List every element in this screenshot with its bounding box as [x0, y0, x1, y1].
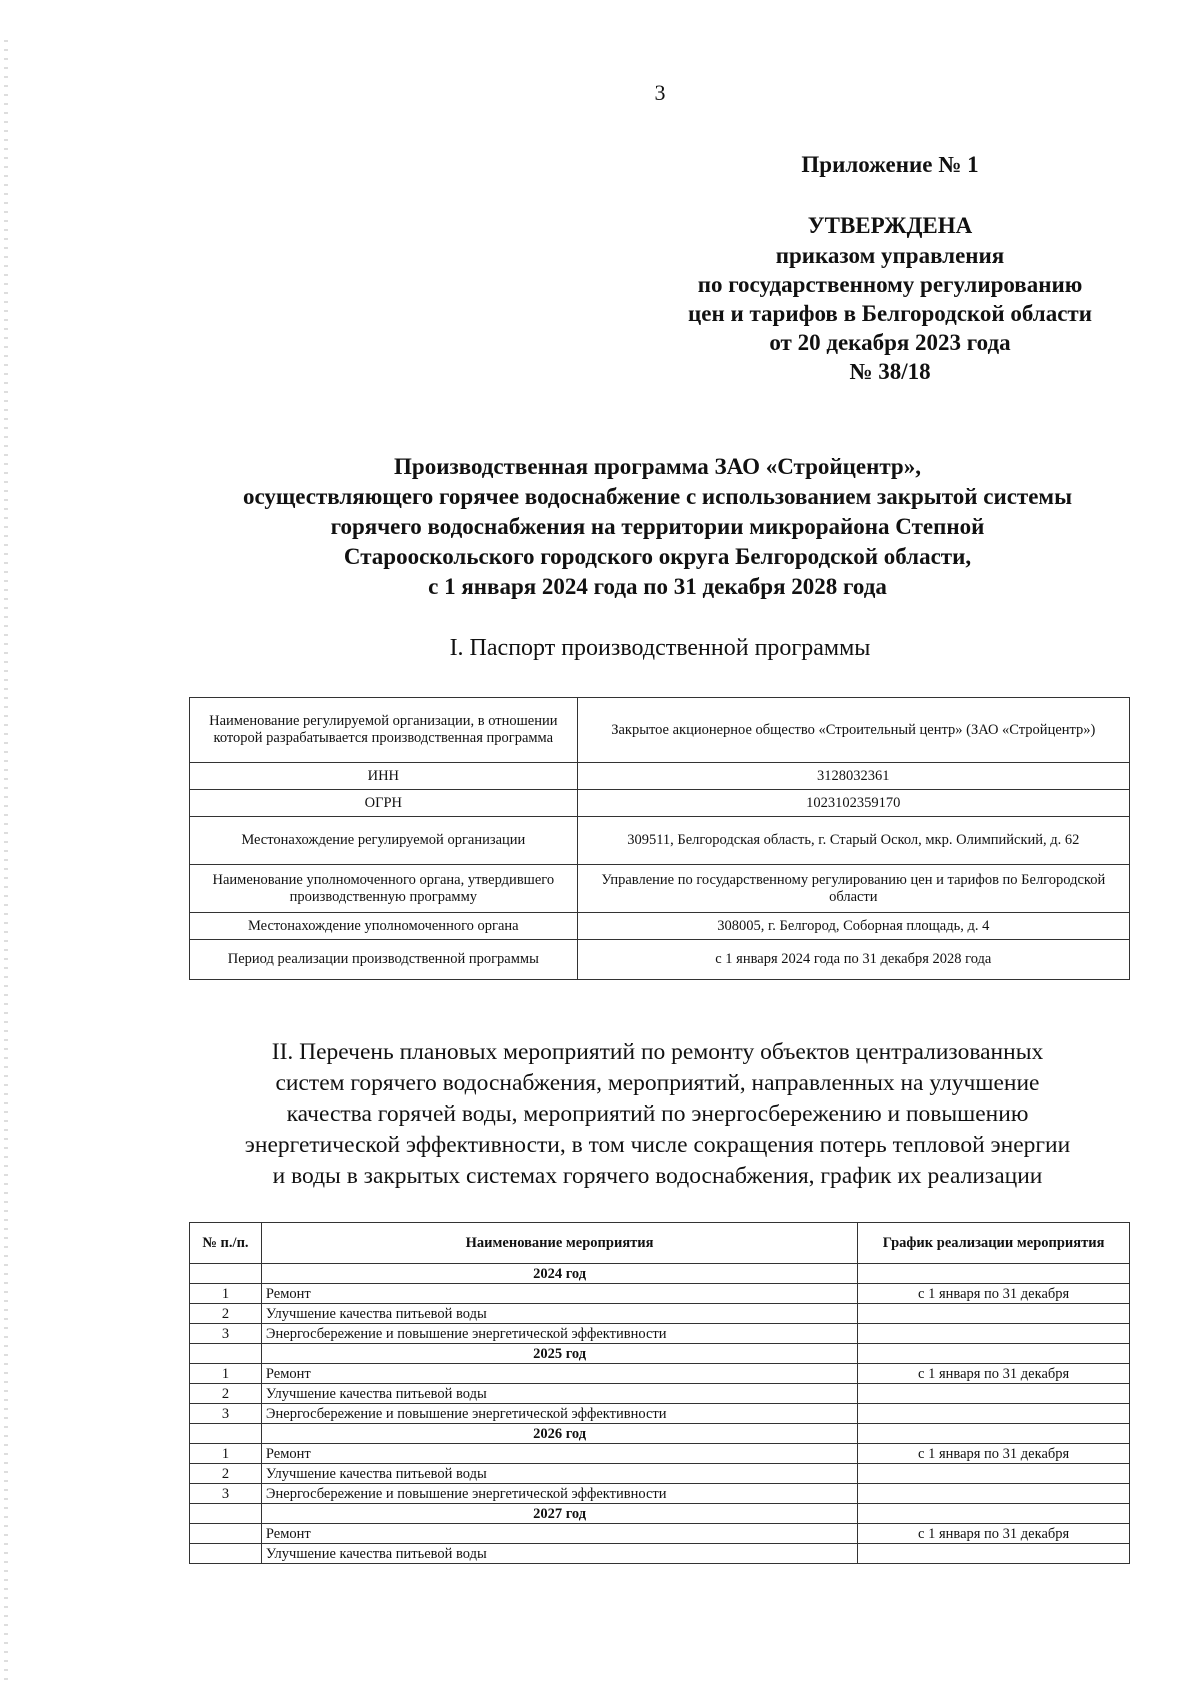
- year-row: [190, 1344, 1130, 1364]
- item-schedule: с 1 января по 31 декабря: [858, 1444, 1130, 1464]
- item-name: Ремонт: [261, 1444, 857, 1464]
- item-number: 1: [190, 1364, 262, 1384]
- section-1-heading: I. Паспорт производственной программы: [449, 635, 871, 661]
- passport-value: с 1 января 2024 года по 31 декабря 2028 года: [577, 940, 1129, 980]
- table-row: [190, 1384, 1130, 1404]
- events-table: [189, 1222, 1130, 1564]
- item-name: Ремонт: [261, 1364, 857, 1384]
- year-label: 2026 год: [261, 1424, 857, 1444]
- table-row: [190, 1444, 1130, 1464]
- table-row: [190, 1284, 1130, 1304]
- passport-label: Местонахождение уполномоченного органа: [190, 913, 578, 940]
- scan-edge-artifact: [4, 40, 8, 1680]
- year-row-schedule-cell: [858, 1264, 1130, 1284]
- heading-line: качества горячей воды, мероприятий по энергосбережению и повышению: [286, 1101, 1029, 1127]
- heading-line: и воды в закрытых системах горячего водоснабжения, график их реализации: [272, 1163, 1043, 1189]
- heading-line: энергетической эффективности, в том числе сокращения потерь тепловой энергии: [244, 1132, 1071, 1158]
- document-title: [180, 452, 1135, 602]
- table-row: [190, 940, 1130, 980]
- passport-label: ИНН: [190, 763, 578, 790]
- year-row-schedule-cell: [858, 1424, 1130, 1444]
- passport-label: Местонахождение регулируемой организации: [190, 817, 578, 865]
- table-row: [190, 913, 1130, 940]
- header-name: Наименование мероприятия: [261, 1223, 857, 1264]
- item-name: Ремонт: [261, 1524, 857, 1544]
- year-label: 2027 год: [261, 1504, 857, 1524]
- item-name: Улучшение качества питьевой воды: [261, 1384, 857, 1404]
- item-number: 2: [190, 1464, 262, 1484]
- year-label: 2024 год: [261, 1264, 857, 1284]
- table-row: [190, 1484, 1130, 1504]
- item-number: 3: [190, 1404, 262, 1424]
- year-row-num-cell: [190, 1344, 262, 1364]
- table-row: [190, 1304, 1130, 1324]
- passport-value: 308005, г. Белгород, Соборная площадь, д. 4: [577, 913, 1129, 940]
- table-row: [190, 865, 1130, 913]
- header-schedule: График реализации мероприятия: [858, 1223, 1130, 1264]
- year-row-num-cell: [190, 1264, 262, 1284]
- title-line: с 1 января 2024 года по 31 декабря 2028 года: [428, 574, 887, 599]
- item-schedule: [858, 1404, 1130, 1424]
- title-line: осуществляющего горячее водоснабжение с использованием закрытой системы: [242, 484, 1073, 509]
- item-schedule: [858, 1304, 1130, 1324]
- item-schedule: с 1 января по 31 декабря: [858, 1364, 1130, 1384]
- approval-details: [655, 241, 1125, 386]
- table-row: [190, 1464, 1130, 1484]
- item-number: 1: [190, 1444, 262, 1464]
- item-name: Ремонт: [261, 1284, 857, 1304]
- annex-label: Приложение № 1: [801, 152, 979, 177]
- table-row: [190, 1524, 1130, 1544]
- passport-label: Наименование регулируемой организации, в отношении которой разрабатывается производственная программа: [190, 698, 578, 763]
- item-name: Энергосбережение и повышение энергетической эффективности: [261, 1324, 857, 1344]
- item-number: 3: [190, 1324, 262, 1344]
- item-number: 2: [190, 1384, 262, 1404]
- year-label: 2025 год: [261, 1344, 857, 1364]
- heading-line: систем горячего водоснабжения, мероприятий, направленных на улучшение: [275, 1070, 1040, 1096]
- passport-value: Управление по государственному регулированию цен и тарифов по Белгородской области: [577, 865, 1129, 913]
- item-schedule: с 1 января по 31 декабря: [858, 1524, 1130, 1544]
- year-row-num-cell: [190, 1504, 262, 1524]
- table-header-row: [190, 1223, 1130, 1264]
- year-row: [190, 1424, 1130, 1444]
- passport-table: [189, 697, 1130, 980]
- approval-line: от 20 декабря 2023 года: [769, 330, 1011, 355]
- year-row-num-cell: [190, 1424, 262, 1444]
- year-row: [190, 1504, 1130, 1524]
- approval-line: приказом управления: [775, 243, 1005, 268]
- table-row: [190, 1404, 1130, 1424]
- passport-label: ОГРН: [190, 790, 578, 817]
- section-2-heading: [185, 1037, 1130, 1192]
- passport-value: 1023102359170: [577, 790, 1129, 817]
- passport-value: 3128032361: [577, 763, 1129, 790]
- table-row: [190, 1324, 1130, 1344]
- passport-label: Наименование уполномоченного органа, утвердившего производственную программу: [190, 865, 578, 913]
- header-num: № п./п.: [190, 1223, 262, 1264]
- approval-line: по государственному регулированию: [697, 272, 1083, 297]
- year-row-schedule-cell: [858, 1504, 1130, 1524]
- item-schedule: [858, 1464, 1130, 1484]
- year-row-schedule-cell: [858, 1344, 1130, 1364]
- approval-line: № 38/18: [849, 359, 931, 384]
- title-line: Старооскольского городского округа Белгородской области,: [343, 544, 972, 569]
- passport-value: Закрытое акционерное общество «Строительный центр» (ЗАО «Стройцентр»): [577, 698, 1129, 763]
- table-row: [190, 1364, 1130, 1384]
- passport-value: 309511, Белгородская область, г. Старый Оскол, мкр. Олимпийский, д. 62: [577, 817, 1129, 865]
- year-row: [190, 1264, 1130, 1284]
- table-row: [190, 790, 1130, 817]
- events-table-body: [190, 1264, 1130, 1564]
- page-number: 3: [654, 80, 666, 105]
- table-row: [190, 763, 1130, 790]
- item-schedule: [858, 1384, 1130, 1404]
- item-number: 1: [190, 1284, 262, 1304]
- approval-line: цен и тарифов в Белгородской области: [688, 301, 1092, 326]
- item-schedule: [858, 1544, 1130, 1564]
- item-schedule: с 1 января по 31 декабря: [858, 1284, 1130, 1304]
- table-row: [190, 698, 1130, 763]
- item-schedule: [858, 1324, 1130, 1344]
- passport-label: Период реализации производственной программы: [190, 940, 578, 980]
- approved-label: УТВЕРЖДЕНА: [807, 213, 973, 238]
- item-schedule: [858, 1484, 1130, 1504]
- item-number: [190, 1524, 262, 1544]
- item-number: 2: [190, 1304, 262, 1324]
- table-row: [190, 817, 1130, 865]
- item-name: Улучшение качества питьевой воды: [261, 1304, 857, 1324]
- item-number: 3: [190, 1484, 262, 1504]
- title-line: горячего водоснабжения на территории микрорайона Степной: [330, 514, 985, 539]
- item-name: Улучшение качества питьевой воды: [261, 1544, 857, 1564]
- item-name: Энергосбережение и повышение энергетической эффективности: [261, 1404, 857, 1424]
- item-name: Улучшение качества питьевой воды: [261, 1464, 857, 1484]
- table-row: [190, 1544, 1130, 1564]
- heading-line: II. Перечень плановых мероприятий по ремонту объектов централизованных: [271, 1039, 1044, 1065]
- item-name: Энергосбережение и повышение энергетической эффективности: [261, 1484, 857, 1504]
- item-number: [190, 1544, 262, 1564]
- title-line: Производственная программа ЗАО «Стройцентр»,: [394, 454, 921, 479]
